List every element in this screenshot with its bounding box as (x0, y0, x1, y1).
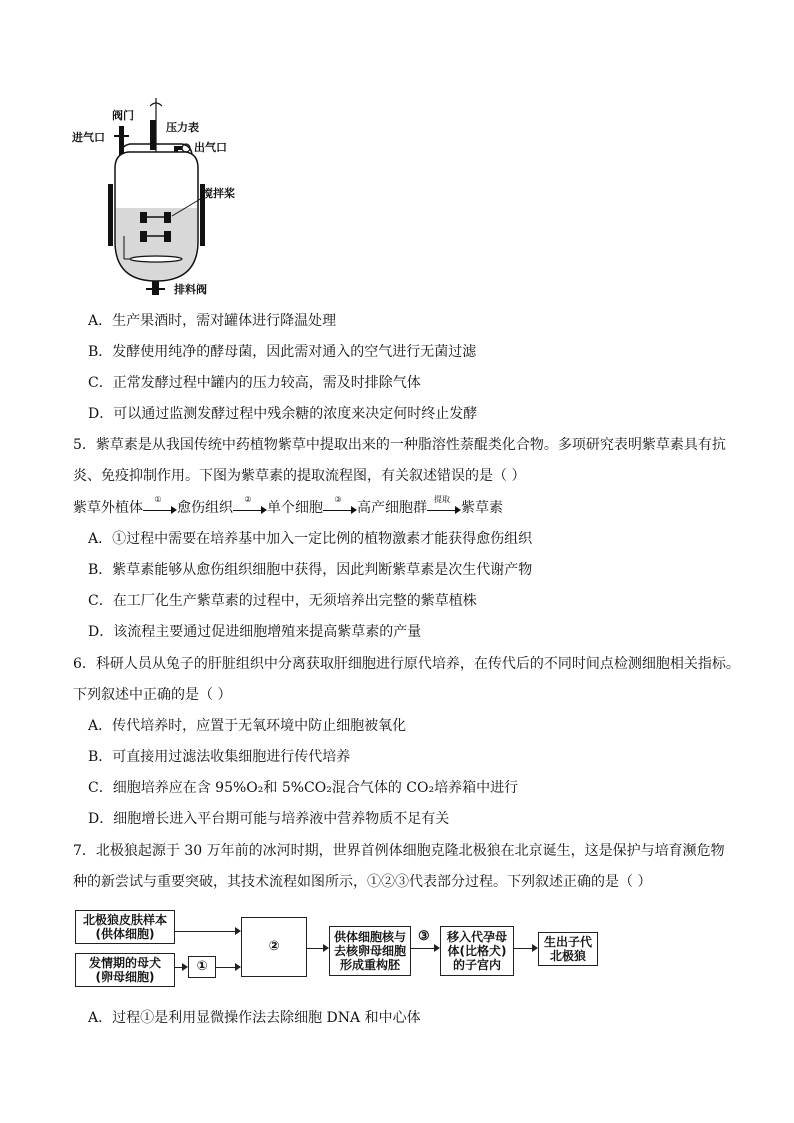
connector-step3 (411, 948, 434, 949)
q7-stem-line1: 7．北极狼起源于 30 万年前的冰河时期，世界首例体细胞克隆北极狼在北京诞生，这是保护与培育濒危物 (73, 843, 725, 859)
box-surrogate: 移入代孕母 体(比格犬) 的子宫内 (440, 926, 514, 976)
q6-stem-line2: 下列叙述中正确的是（ ） (73, 687, 232, 703)
box-step1: ① (188, 956, 216, 978)
box-oocyte: 发情期的母犬 (卵母细胞) (75, 953, 175, 987)
q5-stem-line1: 5．紫草素是从我国传统中药植物紫草中提取出来的一种脂溶性萘醌类化合物。多项研究表明紫草素具有抗 (73, 437, 726, 453)
connector-step1 (216, 967, 235, 968)
q6-stem-line1: 6．科研人员从兔子的肝脏组织中分离获取肝细胞进行原代培养，在传代后的不同时间点检测细胞相关指标。 (73, 656, 740, 672)
flow-arrow-2: ② (233, 501, 267, 515)
q5-option-c: C．在工厂化生产紫草素的过程中，无须培养出完整的紫草植株 (88, 593, 477, 609)
arrowhead-donor (235, 927, 241, 935)
q5-option-b: B．紫草素能够从愈伤组织细胞中获得，因此判断紫草素是次生代谢产物 (88, 562, 533, 578)
label-pressure-gauge: 压力表 (166, 121, 199, 134)
q7-option-a: A．过程①是利用显微操作法去除细胞 DNA 和中心体 (88, 1010, 421, 1026)
flow-arrow-4: 提取 (427, 501, 461, 515)
arrowhead-step1 (235, 963, 241, 971)
q5-option-d: D．该流程主要通过促进细胞增殖来提高紫草素的产量 (88, 624, 422, 640)
arrowhead-oocyte (182, 963, 188, 971)
flow-node-callus: 愈伤组织 (177, 500, 233, 516)
connector-surrogate (514, 948, 532, 949)
q6-option-b: B．可直接用过滤法收集细胞进行传代培养 (88, 749, 351, 765)
label-outlet: 出气口 (194, 141, 227, 154)
q6-option-d: D．细胞增长进入平台期可能与培养液中营养物质不足有关 (88, 811, 450, 827)
box-offspring: 生出子代 北极狼 (538, 932, 598, 966)
q5-stem-line2: 炎、免疫抑制作用。下图为紫草素的提取流程图，有关叙述错误的是（ ） (73, 468, 526, 484)
q7-stem-line2: 种的新尝试与重要突破，其技术流程如图所示，①②③代表部分过程。下列叙述正确的是（ ） (73, 874, 652, 890)
label-inlet: 进气口 (72, 131, 105, 144)
q4-option-a: A．生产果酒时，需对罐体进行降温处理 (88, 313, 337, 329)
label-step3: ③ (418, 929, 430, 944)
arrowhead-step2 (323, 944, 329, 952)
q4-option-b: B．发酵使用纯净的酵母菌，因此需对通入的空气进行无菌过滤 (88, 344, 477, 360)
q6-option-c: C．细胞培养应在含 95%O₂和 5%CO₂混合气体的 CO₂培养箱中进行 (88, 780, 519, 796)
flow-node-high-yield: 高产细胞群 (357, 500, 427, 516)
box-step2: ② (241, 917, 307, 977)
flow-arrow-1: ① (143, 501, 177, 515)
q5-option-a: A．①过程中需要在培养基中加入一定比例的植物激素才能获得愈伤组织 (88, 531, 533, 547)
label-stirrer: 搅拌桨 (202, 187, 235, 200)
flow-node-explant: 紫草外植体 (73, 500, 143, 516)
flow-arrow-3: ③ (323, 501, 357, 515)
q4-option-c: C．正常发酵过程中罐内的压力较高，需及时排除气体 (88, 375, 421, 391)
flow-node-shikonin: 紫草素 (461, 500, 503, 516)
label-valve: 阀门 (112, 109, 134, 122)
box-donor: 北极狼皮肤样本 (供体细胞) (75, 910, 175, 944)
arrowhead-surrogate (532, 944, 538, 952)
flow-node-single-cell: 单个细胞 (267, 500, 323, 516)
arrowhead-step3 (434, 944, 440, 952)
label-drain-valve: 排料阀 (174, 283, 207, 296)
q6-option-a: A．传代培养时，应置于无氧环境中防止细胞被氧化 (88, 718, 407, 734)
connector-donor (175, 931, 235, 932)
connector-oocyte (175, 967, 182, 968)
connector-step2 (307, 948, 323, 949)
box-reconstructed-embryo: 供体细胞核与 去核卵母细胞 形成重构胚 (329, 926, 411, 976)
q4-option-d: D．可以通过监测发酵过程中残余糖的浓度来决定何时终止发酵 (88, 406, 478, 422)
